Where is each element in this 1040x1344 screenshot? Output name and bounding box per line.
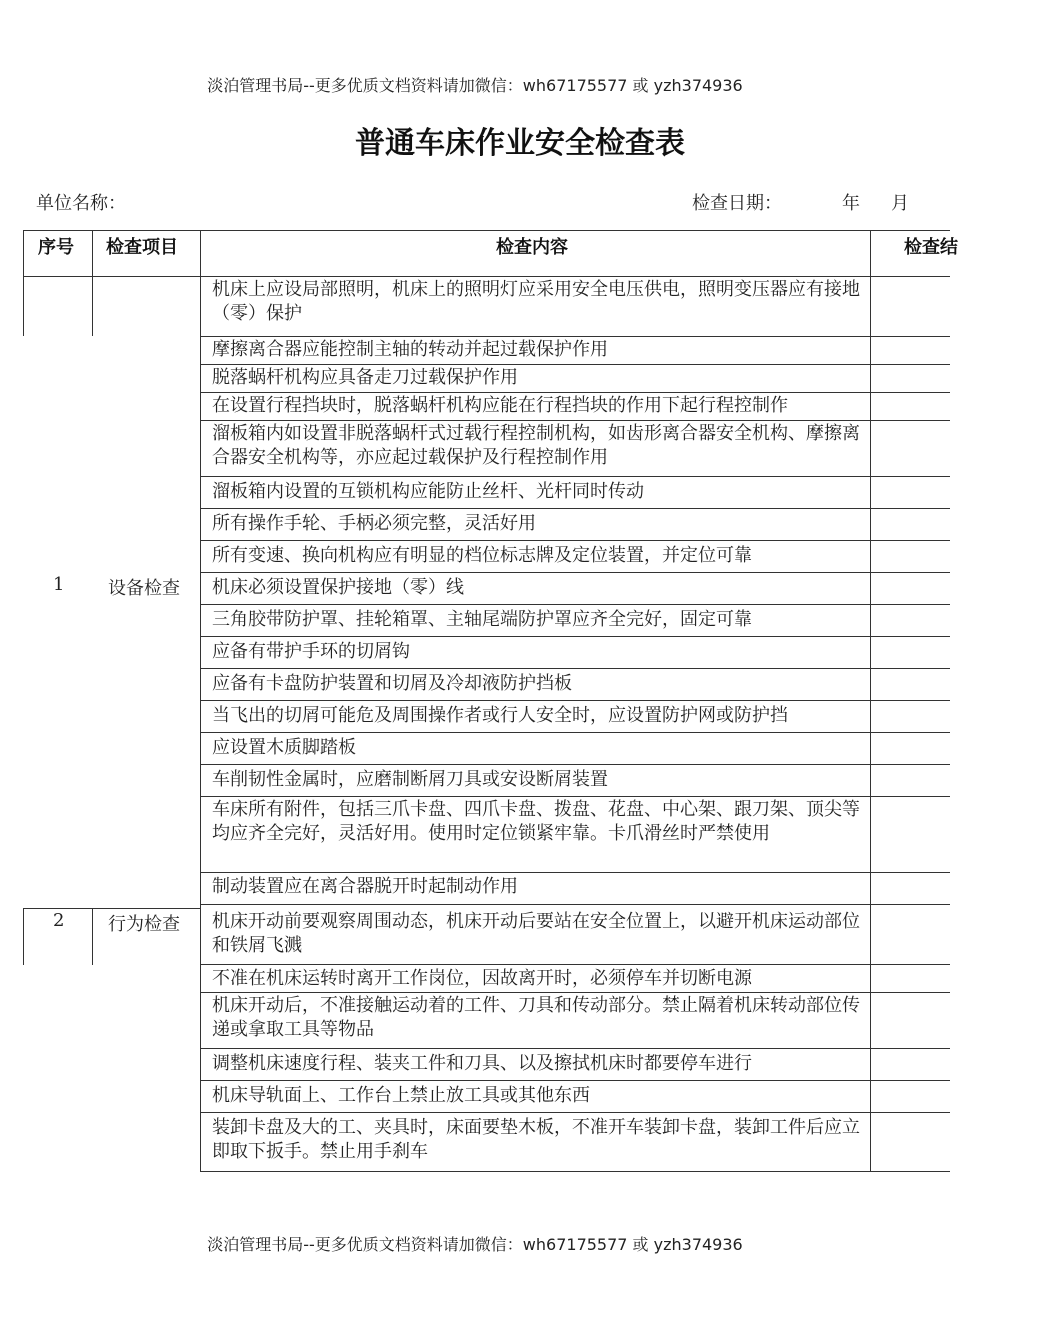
row-divider	[200, 796, 950, 797]
table-border	[23, 908, 200, 909]
table-border	[92, 230, 93, 336]
table-row: 车床所有附件，包括三爪卡盘、四爪卡盘、拨盘、花盘、中心架、跟刀架、顶尖等均应齐全完好，灵活好用。使用时定位锁紧牢靠。卡爪滑丝时严禁使用	[212, 799, 860, 844]
table-row: 应备有卡盘防护装置和切屑及冷却液防护挡板	[212, 673, 572, 694]
header-watermark: 淡泊管理书局--更多优质文档资料请加微信：wh67175577 或 yzh374936	[207, 76, 743, 95]
table-row: 脱落蜗杆机构应具备走刀过载保护作用	[212, 367, 518, 388]
month-label: 月	[891, 193, 909, 214]
table-border	[23, 276, 950, 277]
table-row: 制动装置应在离合器脱开时起制动作用	[212, 876, 518, 897]
col-header-no: 序号	[38, 237, 74, 258]
table-row: 三角胶带防护罩、挂轮箱罩、主轴尾端防护罩应齐全完好，固定可靠	[212, 609, 752, 630]
table-row: 机床上应设局部照明，机床上的照明灯应采用安全电压供电，照明变压器应有接地（零）保护	[212, 279, 860, 324]
row-divider	[200, 508, 950, 509]
row-divider	[200, 764, 950, 765]
table-border	[92, 908, 93, 965]
group-2-item: 行为检查	[108, 914, 180, 935]
group-2-no: 2	[53, 910, 65, 931]
col-header-item: 检查项目	[106, 237, 178, 258]
table-row: 应备有带护手环的切屑钩	[212, 641, 410, 662]
table-row: 溜板箱内设置的互锁机构应能防止丝杆、光杆同时传动	[212, 481, 644, 502]
row-divider	[200, 964, 950, 965]
table-row: 在设置行程挡块时，脱落蜗杆机构应能在行程挡块的作用下起行程控制作	[212, 395, 788, 416]
row-divider	[200, 668, 950, 669]
row-divider	[200, 336, 950, 337]
table-row: 应设置木质脚踏板	[212, 737, 356, 758]
row-divider	[200, 992, 950, 993]
row-divider	[200, 904, 950, 905]
year-label: 年	[842, 193, 860, 214]
row-divider	[200, 364, 950, 365]
row-divider	[200, 604, 950, 605]
table-row: 所有变速、换向机构应有明显的档位标志牌及定位装置，并定位可靠	[212, 545, 752, 566]
table-row: 机床开动前要观察周围动态，机床开动后要站在安全位置上，以避开机床运动部位和铁屑飞溅	[212, 911, 860, 956]
row-divider	[200, 476, 950, 477]
unit-name-label: 单位名称：	[36, 193, 126, 214]
row-divider	[200, 1080, 950, 1081]
group-1-item: 设备检查	[108, 578, 180, 599]
table-row: 当飞出的切屑可能危及周围操作者或行人安全时，应设置防护网或防护挡	[212, 705, 788, 726]
table-row: 所有操作手轮、手柄必须完整，灵活好用	[212, 513, 536, 534]
table-border	[23, 230, 24, 336]
table-row: 机床开动后，不准接触运动着的工件、刀具和传动部分。禁止隔着机床转动部位传递或拿取工具等物品	[212, 995, 860, 1040]
row-divider	[200, 392, 950, 393]
row-divider	[200, 420, 950, 421]
row-divider	[200, 732, 950, 733]
table-row: 机床导轨面上、工作台上禁止放工具或其他东西	[212, 1085, 590, 1106]
page-title: 普通车床作业安全检查表	[355, 126, 685, 161]
table-row: 摩擦离合器应能控制主轴的转动并起过载保护作用	[212, 339, 608, 360]
table-row: 装卸卡盘及大的工、夹具时，床面要垫木板，不准开车装卸卡盘，装卸工件后应立即取下扳手。禁止用手刹车	[212, 1117, 860, 1162]
row-divider	[200, 1112, 950, 1113]
table-border	[200, 1171, 950, 1172]
row-divider	[200, 572, 950, 573]
table-row: 不准在机床运转时离开工作岗位，因故离开时，必须停车并切断电源	[212, 968, 752, 989]
col-header-result: 检查结	[904, 237, 958, 258]
table-border	[23, 230, 950, 231]
row-divider	[200, 1048, 950, 1049]
table-row: 溜板箱内如设置非脱落蜗杆式过载行程控制机构，如齿形离合器安全机构、摩擦离合器安全机构等，亦应起过载保护及行程控制作用	[212, 423, 860, 468]
row-divider	[200, 872, 950, 873]
table-row: 机床必须设置保护接地（零）线	[212, 577, 464, 598]
row-divider	[200, 540, 950, 541]
table-border	[23, 908, 24, 965]
col-header-content: 检查内容	[496, 237, 568, 258]
footer-watermark: 淡泊管理书局--更多优质文档资料请加微信：wh67175577 或 yzh374936	[207, 1235, 743, 1254]
row-divider	[200, 700, 950, 701]
table-row: 车削韧性金属时，应磨制断屑刀具或安设断屑装置	[212, 769, 608, 790]
row-divider	[200, 636, 950, 637]
table-row: 调整机床速度行程、装夹工件和刀具、以及擦拭机床时都要停车进行	[212, 1053, 752, 1074]
group-1-no: 1	[53, 574, 65, 595]
check-date-label: 检查日期：	[692, 193, 782, 214]
